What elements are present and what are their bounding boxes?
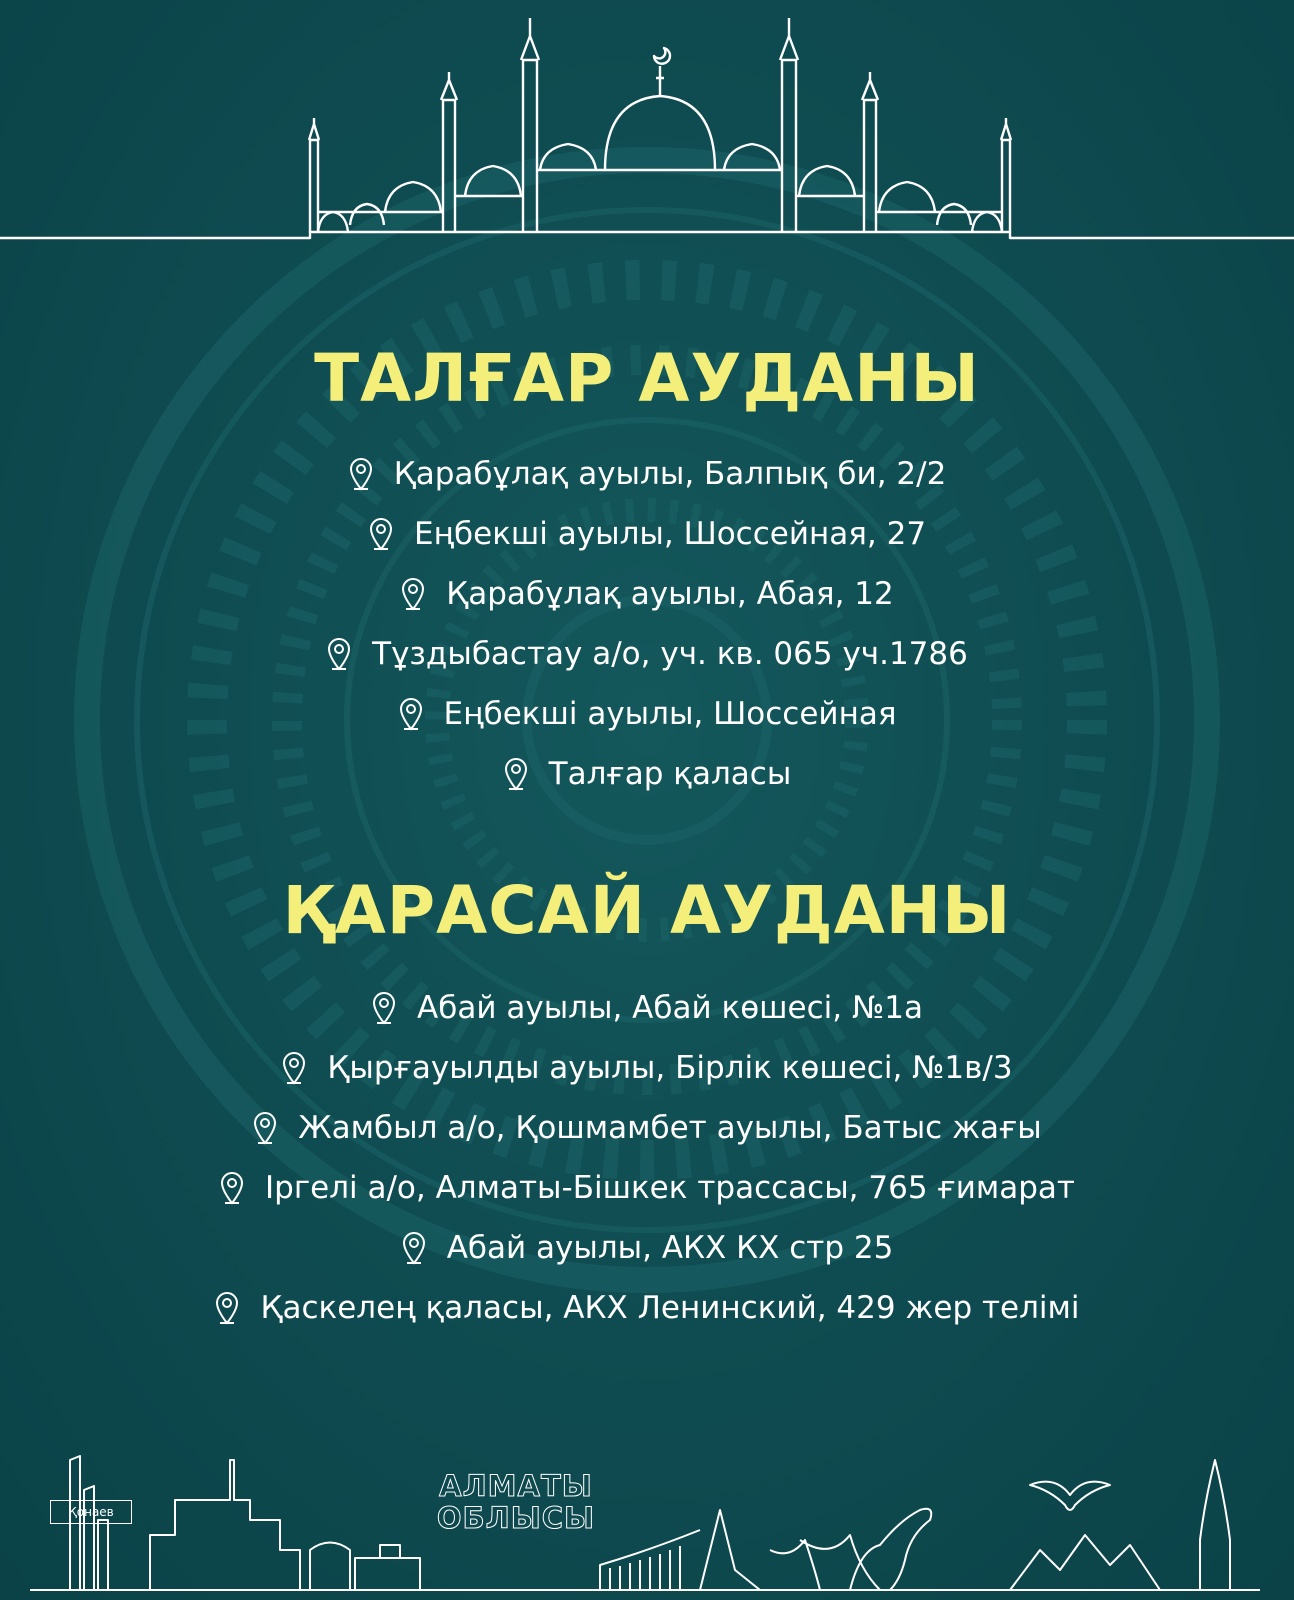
- brand-line-2: ОБЛЫСЫ: [436, 1501, 596, 1535]
- address-text: Абай ауылы, Абай көшесі, №1а: [417, 990, 923, 1026]
- list-item: [0, 1158, 1294, 1218]
- address-text: Еңбекші ауылы, Шоссейная: [443, 696, 897, 732]
- address-text: Талғар қаласы: [548, 756, 792, 792]
- map-pin-icon: [398, 697, 424, 731]
- city-label: Қонаев: [50, 1500, 132, 1524]
- address-text: Қарабұлақ ауылы, Балпық би, 2/2: [393, 456, 947, 492]
- map-pin-icon: [214, 1291, 240, 1325]
- map-pin-icon: [401, 1231, 427, 1265]
- list-item: [0, 684, 1294, 744]
- address-text: Тұздыбастау а/о, уч. кв. 065 уч.1786: [372, 636, 968, 672]
- list-item: [0, 1098, 1294, 1158]
- map-pin-icon: [281, 1051, 307, 1085]
- list-item: [0, 444, 1294, 504]
- list-item: [0, 978, 1294, 1038]
- section-title-talgar: ТАЛҒАР АУДАНЫ: [314, 340, 980, 417]
- list-item: [0, 744, 1294, 804]
- address-text: Еңбекші ауылы, Шоссейная, 27: [413, 516, 927, 552]
- address-list-karasai: [0, 978, 1294, 1338]
- mosque-outline: [0, 0, 1294, 250]
- map-pin-icon: [348, 457, 374, 491]
- brand-logo: [426, 1470, 606, 1542]
- list-item: [0, 564, 1294, 624]
- brand-line-1: АЛМАТЫ: [439, 1469, 593, 1503]
- address-text: Қарабұлақ ауылы, Абая, 12: [446, 576, 894, 612]
- list-item: [0, 1038, 1294, 1098]
- map-pin-icon: [219, 1171, 245, 1205]
- address-text: Қаскелең қаласы, АКХ Ленинский, 429 жер телімі: [260, 1290, 1080, 1326]
- section-title-karasai: ҚАРАСАЙ АУДАНЫ: [282, 872, 1012, 949]
- address-text: Абай ауылы, АКХ КХ стр 25: [446, 1230, 894, 1266]
- map-pin-icon: [368, 517, 394, 551]
- address-text: Іргелі а/о, Алматы-Бішкек трассасы, 765 ғимарат: [265, 1170, 1075, 1206]
- address-text: Қырғауылды ауылы, Бірлік көшесі, №1в/3: [327, 1050, 1013, 1086]
- address-list-talgar: [0, 444, 1294, 804]
- list-item: [0, 1218, 1294, 1278]
- map-pin-icon: [252, 1111, 278, 1145]
- map-pin-icon: [371, 991, 397, 1025]
- address-text: Жамбыл а/о, Қошмамбет ауылы, Батыс жағы: [298, 1110, 1042, 1146]
- list-item: [0, 624, 1294, 684]
- map-pin-icon: [400, 577, 426, 611]
- map-pin-icon: [326, 637, 352, 671]
- list-item: [0, 1278, 1294, 1338]
- city-skyline: [0, 1440, 1294, 1600]
- map-pin-icon: [503, 757, 529, 791]
- list-item: [0, 504, 1294, 564]
